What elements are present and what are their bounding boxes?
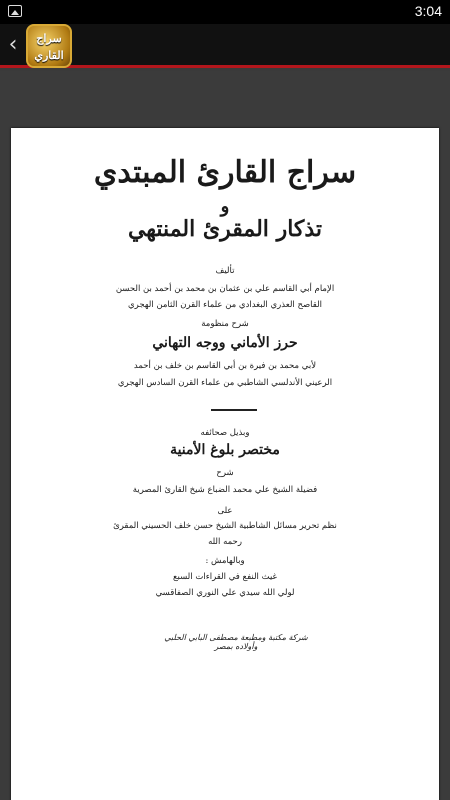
divider	[211, 409, 257, 411]
document-viewer[interactable]	[0, 71, 450, 800]
chevron-left-icon[interactable]: ‹	[8, 32, 18, 57]
poet-line-1: لأبي محمد بن فيرة بن أبي القاسم بن خلف بن أحمد	[133, 361, 317, 371]
author-label: تأليف	[215, 266, 235, 276]
author-line-1: الإمام أبي القاسم علي بن عثمان بن محمد بن أحمد بن الحسن	[115, 284, 335, 294]
app-bar	[0, 24, 450, 68]
poet-line-2: الرعيني الأندلسي الشاطبي من علماء القرن السادس الهجري	[117, 378, 333, 388]
publisher-line: شركة مكتبة ومطبعة مصطفى البابي الحلبي وأولاده بمصر	[164, 633, 308, 651]
appendix-title: مختصر بلوغ الأمنية	[170, 442, 280, 458]
main-title: سراج القارئ المبتدي	[93, 155, 357, 190]
commentary-label: شرح منظومة	[201, 319, 249, 329]
margin-author: لولي الله سيدي علي النوري الصفاقسي	[155, 588, 295, 598]
document-page	[11, 128, 439, 800]
margin-label: وبالهامش :	[205, 556, 245, 566]
app-logo	[26, 24, 72, 68]
margin-title: غيث النفع في القراءات السبع	[173, 572, 277, 582]
conjunction: و	[220, 196, 230, 217]
status-bar	[0, 0, 450, 24]
rahimahu: رحمه الله	[208, 537, 242, 547]
logo-text: سراج القاري	[34, 32, 64, 62]
poem-title: حرز الأماني ووجه التهاني	[152, 335, 298, 351]
ala-label: على	[217, 506, 233, 516]
book-cover-text	[11, 128, 439, 800]
sheikh-line: فضيلة الشيخ علي محمد الضباع شيخ القارئ المصرية	[132, 485, 318, 495]
author-line-2: القاصح العذري البغدادي من علماء القرن الثامن الهجري	[127, 300, 323, 310]
sharh-label: شرح	[216, 468, 234, 478]
nazm-line: نظم تحرير مسائل الشاطبية الشيخ حسن خلف الحسيني المقرئ	[113, 521, 337, 531]
image-notification-icon	[8, 5, 22, 17]
appendix-label: وبذيل صحائفه	[200, 428, 250, 438]
sub-title: تذكار المقرئ المنتهي	[127, 216, 323, 242]
next-document-page	[11, 742, 439, 800]
clock: 3:04	[414, 3, 442, 19]
